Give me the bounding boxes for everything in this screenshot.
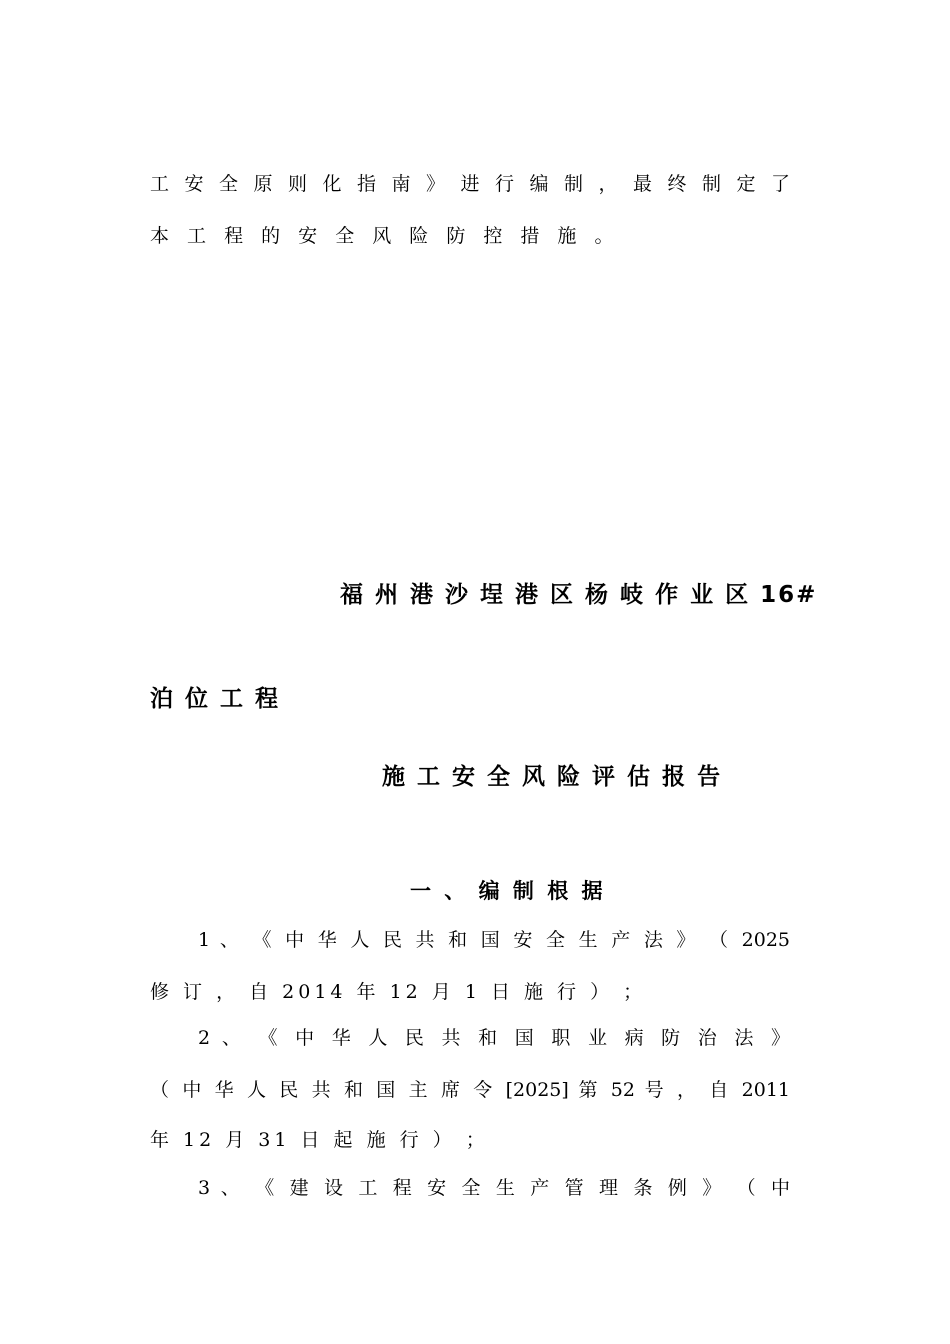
item-2-line-3: 年 12 月 31 日 起 施 行 ） ； xyxy=(150,1129,489,1151)
title-line-3: 施 工 安 全 风 险 评 估 报 告 xyxy=(382,764,723,790)
item-3-line-1: 3 、 《 建 设 工 程 安 全 生 产 管 理 条 例 》 （ 中 xyxy=(198,1177,790,1199)
title-line-2: 泊 位 工 程 xyxy=(150,686,281,712)
title-line-1: 福 州 港 沙 埕 港 区 杨 岐 作 业 区 16# xyxy=(340,582,818,608)
intro-line-1: 工 安 全 原 则 化 指 南 》 进 行 编 制 ， 最 终 制 定 了 xyxy=(150,173,790,195)
item-2-line-2: （ 中 华 人 民 共 和 国 主 席 令 [2025] 第 52 号 ， 自 2011 xyxy=(150,1079,790,1101)
intro-line-2: 本 工 程 的 安 全 风 险 防 控 措 施 。 xyxy=(150,225,620,247)
item-2-line-1: 2 、 《 中 华 人 民 共 和 国 职 业 病 防 治 法 》 xyxy=(198,1027,790,1049)
item-1-line-2: 修 订 ， 自 2014 年 12 月 1 日 施 行 ） ； xyxy=(150,981,647,1003)
section-heading: 一 、 编 制 根 据 xyxy=(410,879,606,903)
item-1-line-1: 1 、 《 中 华 人 民 共 和 国 安 全 生 产 法 》 （ 2025 xyxy=(198,929,790,951)
